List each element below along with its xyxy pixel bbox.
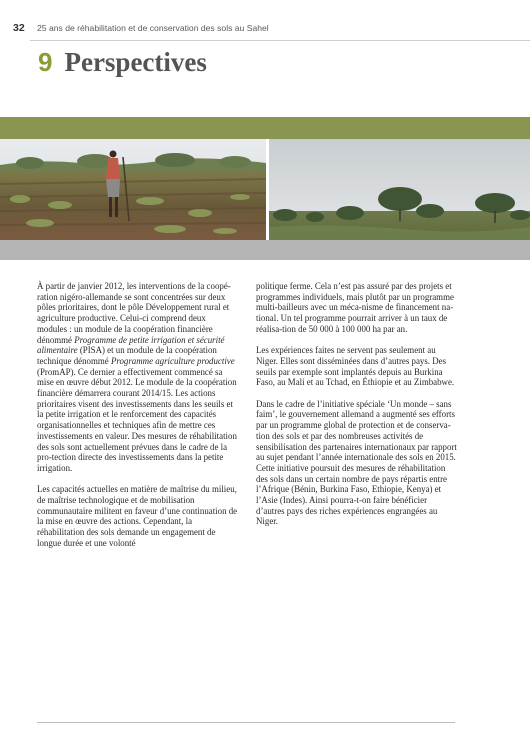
photo-divider <box>266 139 269 240</box>
olive-band <box>0 117 530 139</box>
chapter-heading <box>38 47 207 83</box>
paragraph: Les capacités actuelles en matière de maîtrise du milieu, de maîtrise technologique et de mobilisation communautaire militent en faveur d’une continuation de la mise en œuvre des actions. Cependant, la réhabilitation des sols demande un engagement de longue durée et une volonté <box>37 484 238 548</box>
photo-bush-landscape <box>269 139 530 240</box>
running-title: 25 ans de réhabilitation et de conservation des sols au Sahel <box>37 23 269 33</box>
paragraph: politique ferme. Cela n’est pas assuré par des projets et programmes individuels, mais plutôt par un programme multi-bailleurs avec un méca-nisme de financement national. Un tel programme pourrait arriver à un taux de réalisa-tion de 50 000 à 100 000 ha par an. <box>256 281 454 334</box>
footer-rule <box>37 722 455 723</box>
photo-farmer-field <box>0 139 266 240</box>
text-column-left <box>37 281 238 559</box>
page-number: 32 <box>13 22 25 34</box>
photo-strip-graphic <box>0 139 530 240</box>
page-header <box>0 0 530 36</box>
paragraph: À partir de janvier 2012, les interventions de la coopération nigéro-allemande se sont concentrées sur deux pôles prioritaires, dont le pôle Développement rural et agriculture productive. Celui-ci comprend deux modules : un module de la coopération financière dénommé Programme de petite irrigation et sécurité alimentaire (PISA) et un module de la coopération technique dénommé Programme agriculture productive (PromAP). Ce dernier a effectivement commencé sa mise en œuvre début 2012. Le module de la coopération financière démarrera courant 2014/15. Les actions prioritaires visent des investissements dans les seuils et la petite irrigation et le renforcement des capacités organisationnelles et techniques afin de mettre ces investissements en valeur. Des mesures de réhabilitation des sols sont actuellement prévues dans le cadre de la pro-tection directe des investissements dans la petite irrigation. <box>37 281 237 473</box>
text-column-right <box>256 281 457 538</box>
header-rule <box>30 40 530 41</box>
grey-band <box>0 240 530 260</box>
photo-strip <box>0 139 530 240</box>
paragraph: Les expériences faites ne servent pas seulement au Niger. Elles sont disséminées dans d’autres pays. Des seuils par exemple sont implantés depuis au Burkina Faso, au Mali et au Tchad, en Éthiopie et au Zimbabwe. <box>256 345 455 388</box>
paragraph: Dans le cadre de l’initiative spéciale ‘Un monde – sans faim’, le gouvernement allemand a augmenté ses efforts par un programme global de protection et de conservation des sols et par des nombreuses activités de sensibilisation des partenaires internationaux par rapport au sujet pendant l’année internationale des sols en 2015. Cette initiative poursuit des mesures de réhabilitation des sols dans un certain nombre de pays répartis entre l’Afrique (Bénin, Burkina Faso, Ethiopie, Kenya) et l’Asie (Indes). Ainsi pourra-t-on faire bénéficier d’autres pays des riches expériences engrangées au Niger. <box>256 398 457 527</box>
chapter-title: Perspectives <box>64 47 207 77</box>
chapter-number: 9 <box>38 47 53 77</box>
